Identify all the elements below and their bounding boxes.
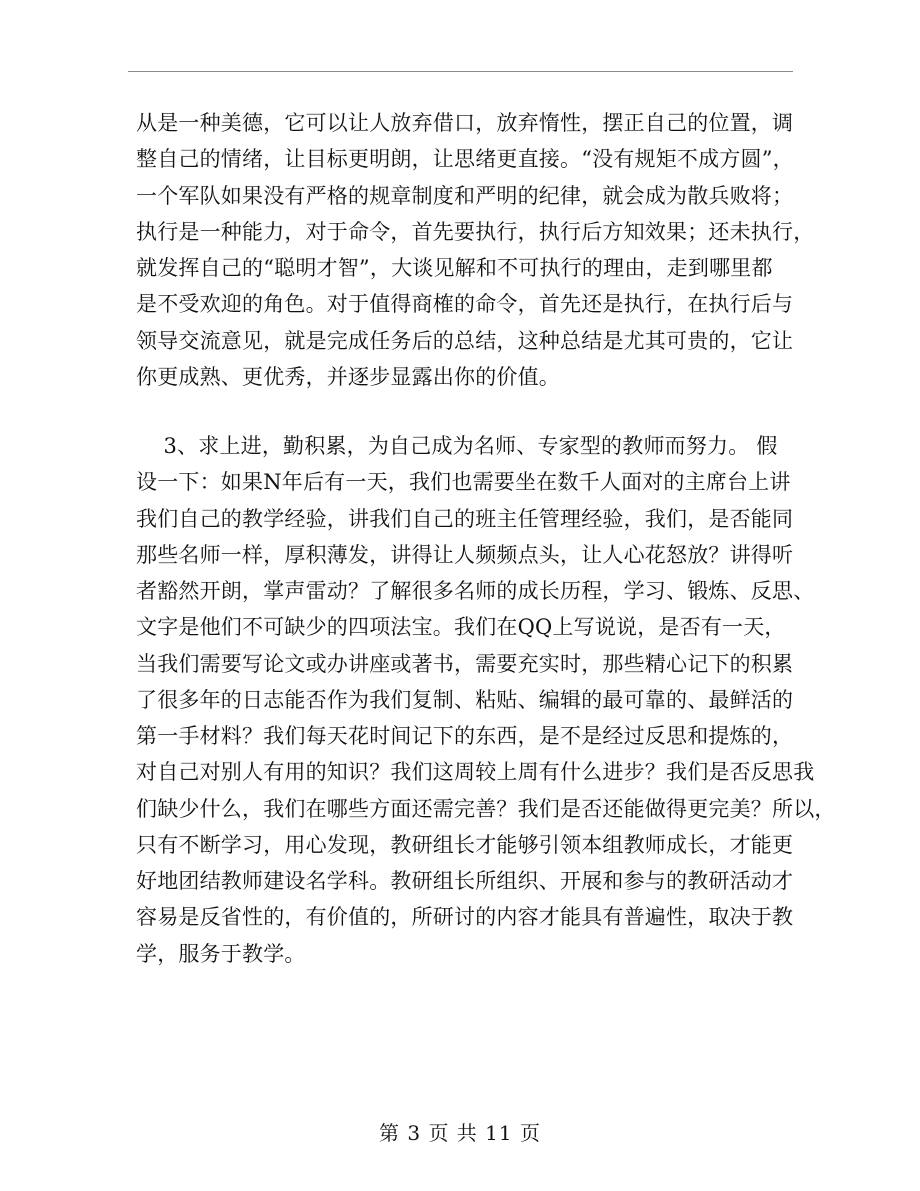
text-line: 是不受欢迎的角色。对于值得商榷的命令，首先还是执行，在执行后与: [136, 292, 794, 316]
text-line: 设一下：如果N年后有一天，我们也需要坐在数千人面对的主席台上讲: [136, 470, 791, 494]
text-line: 只有不断学习，用心发现，教研组长才能够引领本组教师成长，才能更: [136, 833, 794, 857]
text-line: 们缺少什么，我们在哪些方面还需完善？我们是否还能做得更完美？所以，: [136, 797, 836, 821]
text-line: 3、求上进，勤积累，为自己成为名师、专家型的教师而努力。 假: [136, 434, 778, 458]
text-line: 领导交流意见，就是完成任务后的总结，这种总结是尤其可贵的，它让: [136, 329, 794, 353]
header-rule: [128, 71, 793, 72]
text-line: 你更成熟、更优秀，并逐步显露出你的价值。: [136, 365, 560, 389]
text-line: 者豁然开朗，掌声雷动？了解很多名师的成长历程，学习、锻炼、反思、: [136, 579, 815, 603]
text-line: 那些名师一样，厚积薄发，讲得让人频频点头，让人心花怒放？讲得听: [136, 543, 794, 567]
text-line: 就发挥自己的“聪明才智”，大谈见解和不可执行的理由，走到哪里都: [136, 256, 773, 280]
text-line: 文字是他们不可缺少的四项法宝。我们在QQ上写说说，是否有一天，: [136, 615, 786, 639]
text-line: 从是一种美德，它可以让人放弃借口，放弃惰性，摆正自己的位置，调: [136, 111, 794, 135]
text-line: 我们自己的教学经验，讲我们自己的班主任管理经验，我们，是否能同: [136, 507, 794, 531]
text-line: 对自己对别人有用的知识？我们这周较上周有什么进步？我们是否反思我: [136, 760, 815, 784]
page-number: 第 3 页 共 11 页: [379, 1121, 541, 1145]
text-line: 当我们需要写论文或办讲座或著书，需要充实时，那些精心记下的积累: [136, 652, 794, 676]
text-line: 学，服务于教学。: [136, 942, 306, 966]
text-line: 容易是反省性的，有价值的，所研讨的内容才能具有普遍性，取决于教: [136, 905, 794, 929]
text-line: 一个军队如果没有严格的规章制度和严明的纪律，就会成为散兵败将；: [136, 184, 794, 208]
text-line: 了很多年的日志能否作为我们复制、粘贴、编辑的最可靠的、最鲜活的: [136, 688, 794, 712]
text-line: 第一手材料？我们每天花时间记下的东西，是不是经过反思和提炼的，: [136, 724, 794, 748]
text-line: 执行是一种能力，对于命令，首先要执行，执行后方知效果；还未执行，: [136, 220, 815, 244]
text-line: 好地团结教师建设名学科。教研组长所组织、开展和参与的教研活动才: [136, 869, 794, 893]
text-line: 整自己的情绪，让目标更明朗，让思绪更直接。“没有规矩不成方圆”，: [136, 147, 794, 171]
